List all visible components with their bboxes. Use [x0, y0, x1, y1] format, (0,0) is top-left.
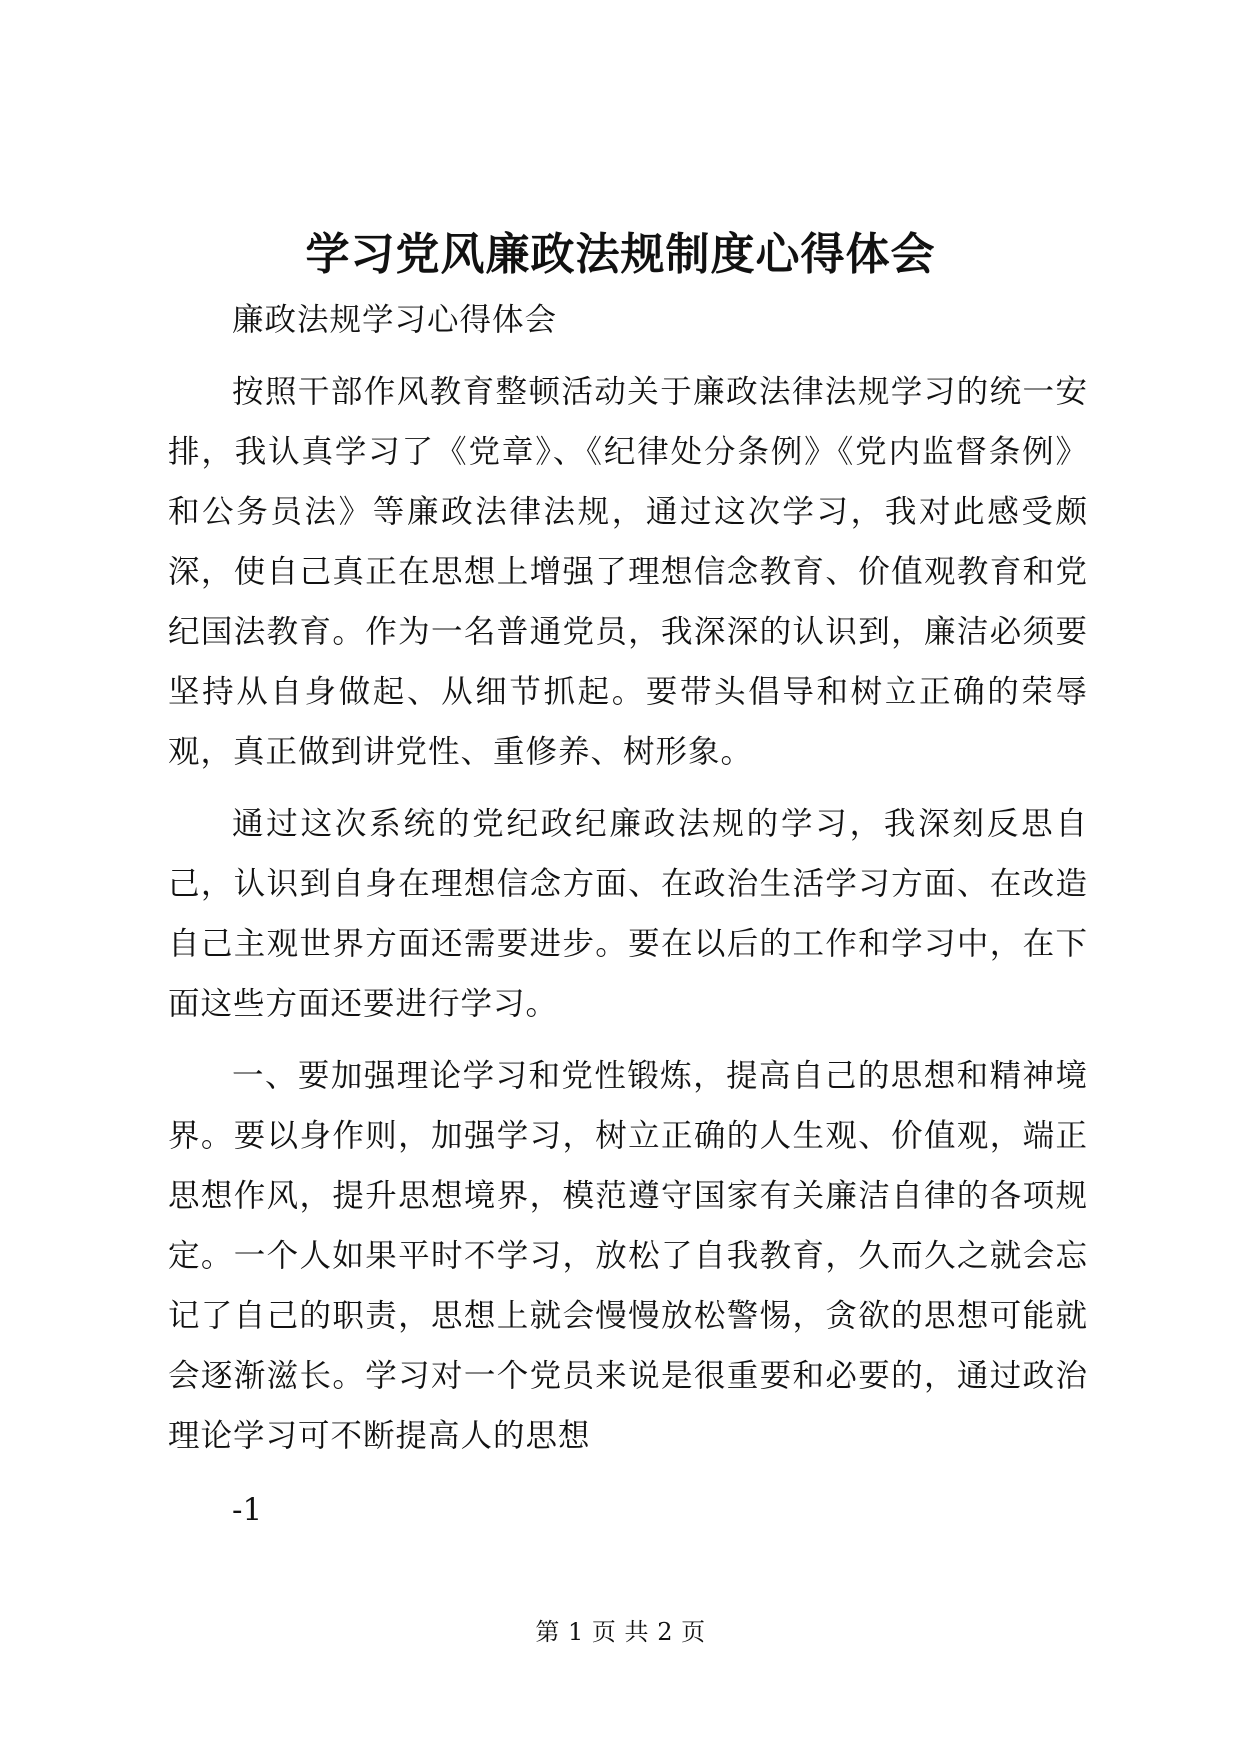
- document-title: 学习党风廉政法规制度心得体会: [305, 229, 936, 280]
- page-mark: -1: [232, 1492, 263, 1528]
- paragraph-1: 按照干部作风教育整顿活动关于廉政法律法规学习的统一安排，我认真学习了《党章》、《纪律处分条例》《党内监督条例》和公务员法》等廉政法律法规，通过这次学习，我对此感受颇深，使自己真正在思想上增强了理想信念教育、价值观教育和党纪国法教育。作为一名普通党员，我深深的认识到，廉洁必须要坚持从自身做起、从细节抓起。要带头倡导和树立正确的荣辱观，真正做到讲党性、重修养、树形象。: [168, 374, 1088, 770]
- document-body: [168, 290, 1088, 1540]
- paragraph-2: 通过这次系统的党纪政纪廉政法规的学习，我深刻反思自己，认识到自身在理想信念方面、在政治生活学习方面、在改造自己主观世界方面还需要进步。要在以后的工作和学习中，在下面这些方面还要进行学习。: [168, 806, 1088, 1022]
- document-subtitle: 廉政法规学习心得体会: [232, 302, 558, 338]
- page-footer: 第 1 页 共 2 页: [535, 1618, 706, 1646]
- paragraph-3: 一、要加强理论学习和党性锻炼，提高自己的思想和精神境界。要以身作则，加强学习，树立正确的人生观、价值观，端正思想作风，提升思想境界，模范遵守国家有关廉洁自律的各项规定。一个人如果平时不学习，放松了自我教育，久而久之就会忘记了自己的职责，思想上就会慢慢放松警惕，贪欲的思想可能就会逐渐滋长。学习对一个党员来说是很重要和必要的，通过政治理论学习可不断提高人的思想: [168, 1058, 1088, 1454]
